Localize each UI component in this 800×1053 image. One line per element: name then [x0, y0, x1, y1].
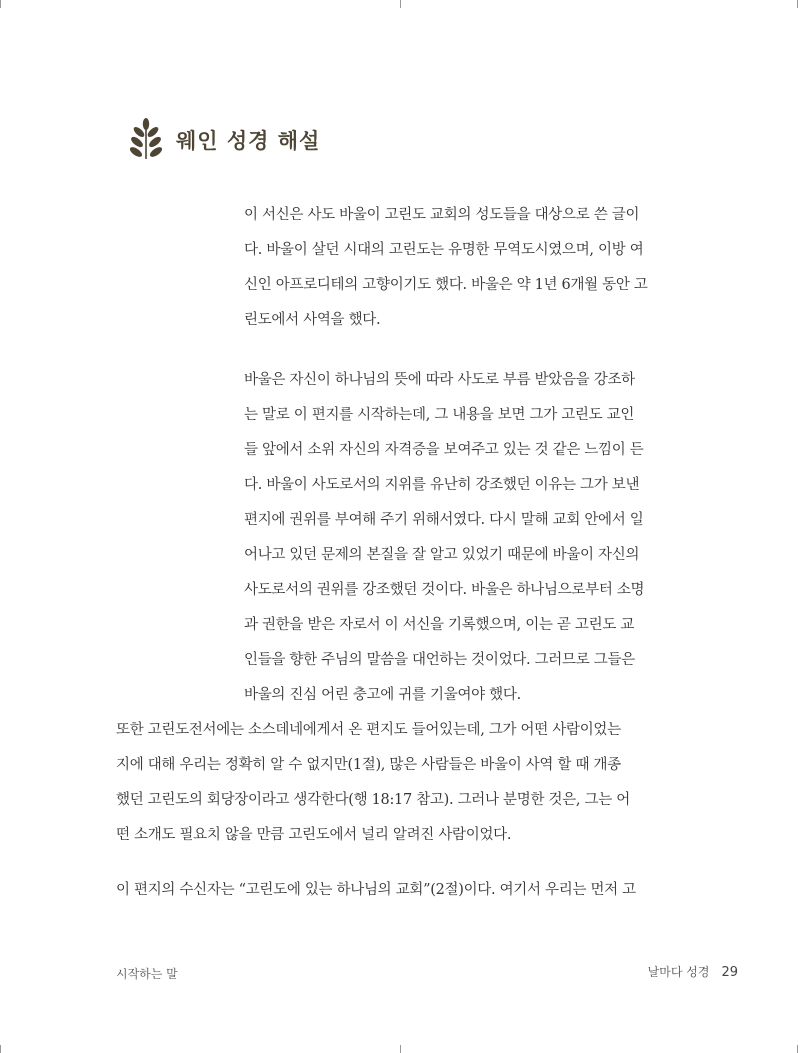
- leaf-sprig-icon: [126, 117, 166, 163]
- crop-mark-top-center: [400, 0, 401, 8]
- paragraph-line: 바울의 진심 어린 충고에 귀를 기울여야 했다.: [244, 687, 521, 703]
- page-number: 29: [721, 965, 738, 980]
- paragraph-line: 했던 고린도의 회당장이라고 생각한다(행 18:17 참고). 그러나 분명한 것은, 그는 어: [116, 792, 630, 808]
- paragraph-4: [116, 873, 686, 908]
- paragraph-line: 바울은 자신이 하나님의 뜻에 따라 사도로 부름 받았음을 강조하: [244, 372, 635, 388]
- paragraph-line: 들 앞에서 소위 자신의 자격증을 보여주고 있는 것 같은 느낌이 든: [244, 442, 644, 458]
- paragraph-line: 떤 소개도 필요치 않을 만큼 고린도에서 널리 알려진 사람이었다.: [116, 827, 512, 843]
- paragraph-line: 지에 대해 우리는 정확히 알 수 없지만(1절), 많은 사람들은 바울이 사역 할 때 개종: [116, 757, 621, 773]
- paragraph-line: 는 말로 이 편지를 시작하는데, 그 내용을 보면 그가 고린도 교인: [244, 407, 635, 423]
- footer-book-title: 날마다 성경: [647, 965, 710, 979]
- paragraph-line: 이 편지의 수신자는 “고린도에 있는 하나님의 교회”(2절)이다. 여기서 우리는 먼저 고: [116, 882, 636, 898]
- paragraph-3: [116, 713, 686, 853]
- paragraph-line: 편지에 권위를 부여해 주기 위해서였다. 다시 말해 교회 안에서 일: [244, 512, 644, 528]
- crop-mark-bottom-left: [0, 1045, 1, 1053]
- paragraph-2: [244, 363, 684, 713]
- footer-section-title: 시작하는 말: [116, 967, 178, 981]
- section-title: 웨인 성경 해설: [176, 129, 321, 153]
- paragraph-line: 신인 아프로디테의 고향이기도 했다. 바울은 약 1년 6개월 동안 고: [244, 277, 648, 293]
- crop-mark-top-left: [0, 0, 1, 8]
- paragraph-line: 과 권한을 받은 자로서 이 서신을 기록했으며, 이는 곧 고린도 교: [244, 617, 635, 633]
- footer-right: [648, 963, 738, 980]
- crop-mark-bottom-right: [797, 1045, 798, 1053]
- paragraph-line: 다. 바울이 살던 시대의 고린도는 유명한 무역도시였으며, 이방 여: [244, 242, 644, 258]
- crop-mark-top-right: [797, 0, 798, 8]
- paragraph-line: 이 서신은 사도 바울이 고린도 교회의 성도들을 대상으로 쓴 글이: [244, 207, 640, 223]
- paragraph-line: 사도로서의 권위를 강조했던 것이다. 바울은 하나님으로부터 소명: [244, 582, 645, 598]
- paragraph-line: 린도에서 사역을 했다.: [244, 312, 381, 328]
- section-heading: [126, 117, 320, 163]
- paragraph-line: 인들을 향한 주님의 말씀을 대언하는 것이었다. 그러므로 그들은: [244, 652, 635, 668]
- paragraph-line: 어나고 있던 문제의 본질을 잘 알고 있었기 때문에 바울이 자신의: [244, 547, 640, 563]
- paragraph-line: 다. 바울이 사도로서의 지위를 유난히 강조했던 이유는 그가 보낸: [244, 477, 640, 493]
- crop-mark-bottom-center: [400, 1045, 401, 1053]
- paragraph-1: [244, 198, 684, 338]
- paragraph-line: 또한 고린도전서에는 소스데네에게서 온 편지도 들어있는데, 그가 어떤 사람이었는: [116, 722, 621, 738]
